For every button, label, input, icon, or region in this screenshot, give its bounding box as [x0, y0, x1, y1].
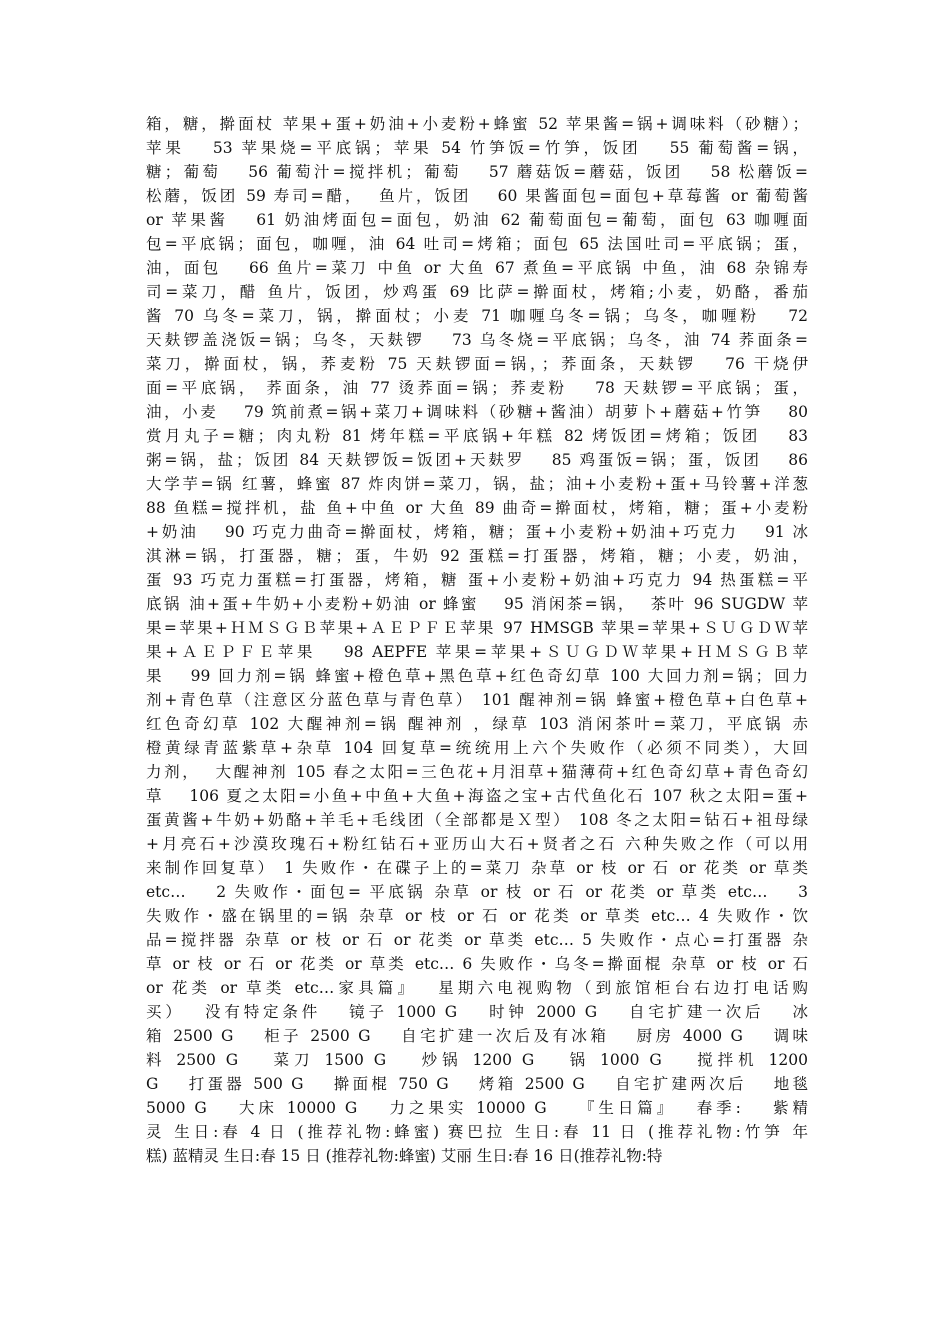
text-line: 底锅 油+蛋+牛奶+小麦粉+奶油 or 蜂蜜 95 消闲茶=锅， 茶叶 96 SUGDW 苹 [146, 595, 808, 613]
text-line: 菜刀，擀面杖，锅，荞麦粉 75 天麸锣面=锅，；荞面条，天麸锣 76 干烧伊 [146, 355, 808, 373]
text-line: or 苹果酱 61 奶油烤面包=面包，奶油 62 葡萄面包=葡萄，面包 63 咖喱面 [146, 211, 808, 229]
text-line: 蛋 93 巧克力蛋糕=打蛋器，烤箱，糖 蛋+小麦粉+奶油+巧克力 94 热蛋糕=平 [146, 571, 808, 589]
text-line: 包=平底锅；面包，咖喱，油 64 吐司=烤箱；面包 65 法国吐司=平底锅；蛋， [146, 235, 808, 253]
text-line: +月亮石+沙漠玫瑰石+粉红钻石+亚历山大石+贤者之石 六种失败之作（可以用 [146, 835, 808, 853]
text-line: etc… 2 失败作・面包= 平底锅 杂草 or 枝 or 石 or 花类 or 草类 etc… 3 [146, 883, 808, 901]
text-line: 司=菜刀，醋 鱼片，饭团，炒鸡蛋 69 比萨=擀面杖，烤箱;小麦，奶酪，番茄 [146, 283, 808, 301]
text-line: 酱 70 乌冬=菜刀，锅，擀面杖；小麦 71 咖喱乌冬=锅；乌冬，咖喱粉 72 [146, 307, 808, 325]
text-line: 剂+青色草（注意区分蓝色草与青色草） 101 醒神剂=锅 蜂蜜+橙色草+白色草+ [146, 691, 808, 709]
text-line: 料 2500 G 菜刀 1500 G 炒锅 1200 G 锅 1000 G 搅拌机 1200 [146, 1051, 808, 1069]
text-line: 草 or 枝 or 石 or 花类 or 草类 etc… 6 失败作・乌冬=擀面棍 杂草 or 枝 or 石 [146, 955, 808, 973]
text-line: or 花类 or 草类 etc…家具篇』 星期六电视购物（到旅馆柜台右边打电话购 [146, 979, 808, 997]
text-line: 油，小麦 79 筑前煮=锅+菜刀+调味料（砂糖+酱油）胡萝卜+蘑菇+竹笋 80 [146, 403, 808, 421]
text-line: 品=搅拌器 杂草 or 枝 or 石 or 花类 or 草类 etc… 5 失败作・点心=打蛋器 杂 [146, 931, 808, 949]
text-line: 面=平底锅， 荞面条，油 77 烫荞面=锅；荞麦粉 78 天麸锣=平底锅；蛋， [146, 379, 808, 397]
text-line: 箱，糖，擀面杖 苹果+蛋+奶油+小麦粉+蜂蜜 52 苹果酱=锅+调味料（砂糖）； [146, 115, 808, 133]
text-line: G 打蛋器 500 G 擀面棍 750 G 烤箱 2500 G 自宅扩建两次后 地毯 [146, 1075, 808, 1093]
text-line: 苹果 53 苹果烧=平底锅；苹果 54 竹笋饭=竹笋，饭团 55 葡萄酱=锅， [146, 139, 808, 157]
text-line: 力剂， 大醒神剂 105 春之太阳=三色花+月泪草+猫薄荷+红色奇幻草+青色奇幻 [146, 763, 808, 781]
text-line: 天麸锣盖浇饭=锅；乌冬，天麸锣 73 乌冬烧=平底锅；乌冬，油 74 荞面条= [146, 331, 808, 349]
text-line: 红色奇幻草 102 大醒神剂=锅 醒神剂 ，绿草 103 消闲茶叶=菜刀，平底锅 赤 [146, 715, 808, 733]
text-line: 灵 生日:春 4 日 (推荐礼物:蜂蜜) 赛巴拉 生日:春 11 日 (推荐礼物:竹笋 年 [146, 1123, 808, 1141]
text-line: 果=苹果+ＨＭＳＧＢ苹果+ＡＥＰＦＥ苹果 97 HMSGB 苹果=苹果+ＳＵＧＤＷ苹 [146, 619, 808, 637]
text-line: 糕) 蓝精灵 生日:春 15 日 (推荐礼物:蜂蜜) 艾丽 生日:春 16 日(推荐礼物:特 [146, 1147, 663, 1165]
text-line: 糖；葡萄 56 葡萄汁=搅拌机；葡萄 57 蘑菇饭=蘑菇，饭团 58 松蘑饭= [146, 163, 808, 181]
text-line: 失败作・盛在锅里的=锅 杂草 or 枝 or 石 or 花类 or 草类 etc… 4 失败作・饮 [146, 907, 808, 925]
text-line: 来制作回复草） 1 失败作・在碟子上的=菜刀 杂草 or 枝 or 石 or 花类 or 草类 [146, 859, 808, 877]
text-line: +奶油 90 巧克力曲奇=擀面杖，烤箱，糖；蛋+小麦粉+奶油+巧克力 91 冰 [146, 523, 808, 541]
document-page [146, 112, 808, 1168]
text-line: 赏月丸子=糖；肉丸粉 81 烤年糕=平底锅+年糕 82 烤饭团=烤箱；饭团 83 [146, 427, 808, 445]
text-line: 果 99 回力剂=锅 蜂蜜+橙色草+黑色草+红色奇幻草 100 大回力剂=锅；回力 [146, 667, 808, 685]
text-line: 果+ＡＥＰＦＥ苹果 98 AEPFE 苹果=苹果+ＳＵＧＤＷ苹果+ＨＭＳＧＢ苹 [146, 643, 808, 661]
text-line: 箱 2500 G 柜子 2500 G 自宅扩建一次后及有冰箱 厨房 4000 G 调味 [146, 1027, 808, 1045]
text-line: 橙黄绿青蓝紫草+杂草 104 回复草=统统用上六个失败作（必须不同类），大回 [146, 739, 808, 757]
text-line: 松蘑，饭团 59 寿司=醋， 鱼片，饭团 60 果酱面包=面包+草莓酱 or 葡萄酱 [146, 187, 808, 205]
document-body [146, 112, 808, 1168]
text-line: 淇淋=锅，打蛋器，糖；蛋，牛奶 92 蛋糕=打蛋器，烤箱，糖；小麦，奶油， [146, 547, 808, 565]
text-line: 买） 没有特定条件 镜子 1000 G 时钟 2000 G 自宅扩建一次后 冰 [146, 1003, 808, 1021]
text-line: 大学芋=锅 红薯，蜂蜜 87 炸肉饼=菜刀，锅，盐；油+小麦粉+蛋+马铃薯+洋葱 [146, 475, 808, 493]
text-line: 88 鱼糕=搅拌机，盐 鱼+中鱼 or 大鱼 89 曲奇=擀面杖，烤箱，糖；蛋+小麦粉 [146, 499, 808, 517]
text-line: 蛋黄酱+牛奶+奶酪+羊毛+毛线团（全部都是Ｘ型） 108 冬之太阳=钻石+祖母绿 [146, 811, 808, 829]
text-line: 油，面包 66 鱼片=菜刀 中鱼 or 大鱼 67 煮鱼=平底锅 中鱼，油 68 杂锦寿 [146, 259, 808, 277]
text-line: 5000 G 大床 10000 G 力之果实 10000 G 『生日篇』 春季: 紫精 [146, 1099, 808, 1117]
text-line: 粥=锅，盐；饭团 84 天麸锣饭=饭团+天麸罗 85 鸡蛋饭=锅；蛋，饭团 86 [146, 451, 808, 469]
text-line: 草 106 夏之太阳=小鱼+中鱼+大鱼+海盗之宝+古代鱼化石 107 秋之太阳=蛋+ [146, 787, 808, 805]
